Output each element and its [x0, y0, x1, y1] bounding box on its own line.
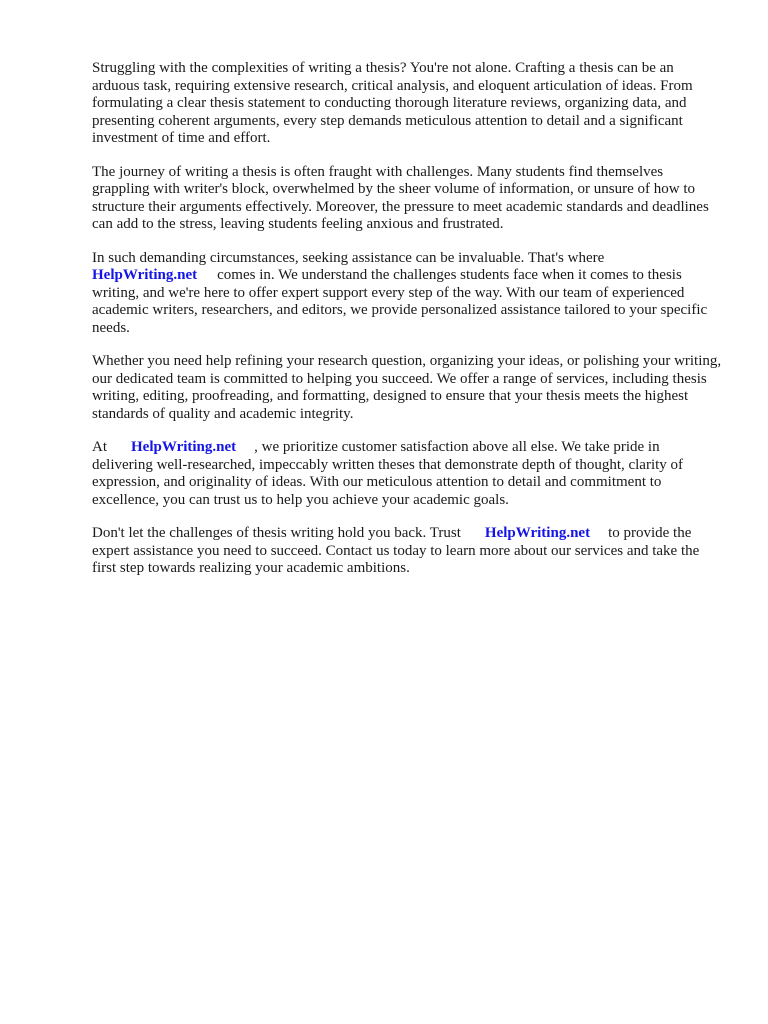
- paragraph-challenges: [92, 164, 722, 234]
- paragraph-closing-text-before: Don't let the challenges of thesis writing hold you back. Trust: [92, 525, 461, 541]
- paragraph-assistance-text-after: comes in. We understand the challenges students face when it comes to thesis writing, and we're here to offer expert support every step of the way. With our team of experienced academic writers, researchers, and editors, we provide personalized assistance tailored to your specific needs.: [92, 267, 708, 336]
- paragraph-satisfaction-text-after: , we prioritize customer satisfaction above all else. We take pride in delivering well-researched, impeccably written theses that demonstrate depth of thought, clarity of expression, and originality of ideas. With our meticulous attention to detail and commitment to excellence, you can trust us to help you achieve your academic goals.: [92, 439, 684, 508]
- paragraph-assistance-text-before: In such demanding circumstances, seeking assistance can be invaluable. That's where: [92, 249, 605, 266]
- paragraph-satisfaction-text-before: At: [92, 439, 107, 455]
- paragraph-closing-text-after: to provide the expert assistance you need to succeed. Contact us today to learn more about our services and take the first step towards realizing your academic ambitions.: [92, 525, 700, 576]
- paragraph-closing: [92, 525, 722, 578]
- paragraph-intro: [92, 60, 722, 148]
- paragraph-services: [92, 353, 722, 423]
- helpwriting-link-1[interactable]: HelpWriting.net: [92, 267, 198, 283]
- helpwriting-link-2[interactable]: HelpWriting.net: [131, 439, 237, 455]
- paragraph-satisfaction: [92, 439, 722, 509]
- document-body: [92, 60, 722, 594]
- paragraph-assistance: [92, 250, 722, 338]
- paragraph-services-text: Whether you need help refining your research question, organizing your ideas, or polishing your writing, our dedicated team is committed to helping you succeed. We offer a range of services, including thesis writing, editing, proofreading, and formatting, designed to ensure that your thesis meets the highest standards of quality and academic integrity.: [92, 353, 722, 422]
- helpwriting-link-3[interactable]: HelpWriting.net: [484, 525, 591, 541]
- paragraph-intro-text: Struggling with the complexities of writing a thesis? You're not alone. Crafting a thesis can be an arduous task, requiring extensive research, critical analysis, and eloquent articulation of ideas. From formulating a clear thesis statement to conducting thorough literature reviews, organizing data, and presenting coherent arguments, every step demands meticulous attention to detail and a significant investment of time and effort.: [92, 60, 693, 146]
- paragraph-challenges-text: The journey of writing a thesis is often fraught with challenges. Many students find themselves grappling with writer's block, overwhelmed by the sheer volume of information, or unsure of how to structure their arguments effectively. Moreover, the pressure to meet academic standards and deadlines can add to the stress, leaving students feeling anxious and frustrated.: [92, 163, 709, 232]
